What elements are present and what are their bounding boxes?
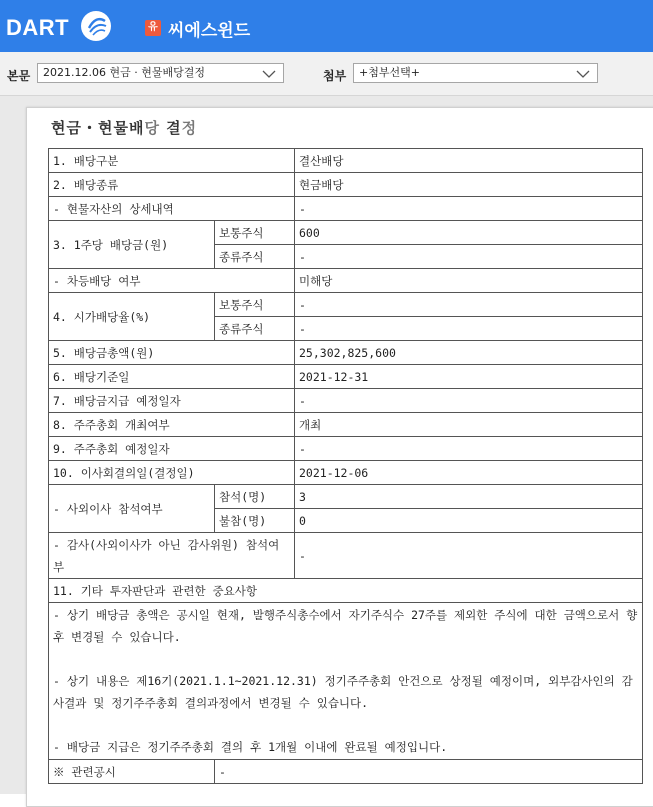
table-row	[49, 149, 643, 173]
attach-label: 첨부	[323, 69, 347, 83]
row-label: - 현물자산의 상세내역	[49, 197, 295, 221]
row-sublabel: 보통주식	[215, 293, 295, 317]
notes-text: - 상기 배당금 총액은 공시일 현재, 발행주식총수에서 자기주식수 27주를 제외한 주식에 대한 금액으로서 향후 변경될 수 있습니다. - 상기 내용은 제16기(2021.1.1~2021.12.31) 정기주주총회 안건으로 상정될 예정이며, 외부감사인의 감사결과 및 정기주주총회 결의과정에서 변경될 수 있습니다. - 배당금 지급은 정기주주총회 결의 후 1개월 이내에 완료될 예정입니다.	[49, 603, 643, 760]
row-value: 미해당	[295, 269, 643, 293]
row-label: 8. 주주총회 개최여부	[49, 413, 295, 437]
row-label: 9. 주주총회 예정일자	[49, 437, 295, 461]
row-sublabel: 참석(명)	[215, 485, 295, 509]
table-row	[49, 533, 643, 579]
disclosure-table	[48, 148, 643, 784]
row-value: 600	[295, 221, 643, 245]
corp-type-badge: 유	[145, 20, 161, 36]
attachment-select[interactable]	[353, 63, 598, 83]
row-label: 11. 기타 투자판단과 관련한 중요사항	[49, 579, 643, 603]
row-label: 2. 배당종류	[49, 173, 295, 197]
row-label: ※ 관련공시	[49, 760, 215, 784]
row-value: -	[295, 197, 643, 221]
row-value: -	[295, 245, 643, 269]
row-value: 25,302,825,600	[295, 341, 643, 365]
table-row	[49, 269, 643, 293]
row-value: -	[295, 437, 643, 461]
body-label: 본문	[7, 69, 31, 83]
document-toolbar	[0, 52, 653, 96]
row-value: 0	[295, 509, 643, 533]
row-sublabel: 종류주식	[215, 245, 295, 269]
table-row	[49, 365, 643, 389]
table-row	[49, 603, 643, 760]
table-row	[49, 760, 643, 784]
row-label: 3. 1주당 배당금(원)	[49, 221, 215, 269]
table-row	[49, 389, 643, 413]
row-label: 6. 배당기준일	[49, 365, 295, 389]
row-sublabel: 종류주식	[215, 317, 295, 341]
table-row	[49, 197, 643, 221]
row-label: - 감사(사외이사가 아닌 감사위원) 참석여부	[49, 533, 295, 579]
document-title: 현금・현물배당 결정	[51, 119, 198, 137]
row-value: 결산배당	[295, 149, 643, 173]
row-label: 5. 배당금총액(원)	[49, 341, 295, 365]
body-document-select[interactable]	[37, 63, 284, 83]
row-value: -	[295, 533, 643, 579]
row-label: 1. 배당구분	[49, 149, 295, 173]
row-value: -	[295, 317, 643, 341]
attach-select-value: +첨부선택+	[359, 66, 420, 79]
logo-globe-icon	[81, 11, 111, 41]
document-page	[26, 107, 653, 807]
logo-text: DART	[6, 15, 70, 40]
company-name[interactable]: 씨에스윈드	[168, 21, 251, 41]
chevron-down-icon	[262, 67, 276, 83]
table-row	[49, 221, 643, 245]
table-row	[49, 579, 643, 603]
row-label: 7. 배당금지급 예정일자	[49, 389, 295, 413]
top-header	[0, 0, 653, 52]
row-label: - 사외이사 참석여부	[49, 485, 215, 533]
dart-logo[interactable]	[6, 10, 110, 42]
table-row	[49, 341, 643, 365]
table-row	[49, 485, 643, 509]
row-sublabel: 보통주식	[215, 221, 295, 245]
row-label: 4. 시가배당율(%)	[49, 293, 215, 341]
row-sublabel: 불참(명)	[215, 509, 295, 533]
body-select-value: 2021.12.06 현금 · 현물배당결정	[43, 66, 205, 79]
chevron-down-icon	[576, 67, 590, 83]
row-value: 현금배당	[295, 173, 643, 197]
row-value: 3	[295, 485, 643, 509]
row-value: 2021-12-06	[295, 461, 643, 485]
row-value: 개최	[295, 413, 643, 437]
row-value: 2021-12-31	[295, 365, 643, 389]
document-viewer[interactable]	[0, 96, 653, 794]
table-row	[49, 293, 643, 317]
table-row	[49, 413, 643, 437]
table-row	[49, 173, 643, 197]
table-row	[49, 437, 643, 461]
row-value: -	[215, 760, 643, 784]
row-label: 10. 이사회결의일(결정일)	[49, 461, 295, 485]
row-label: - 차등배당 여부	[49, 269, 295, 293]
row-value: -	[295, 293, 643, 317]
table-row	[49, 461, 643, 485]
row-value: -	[295, 389, 643, 413]
